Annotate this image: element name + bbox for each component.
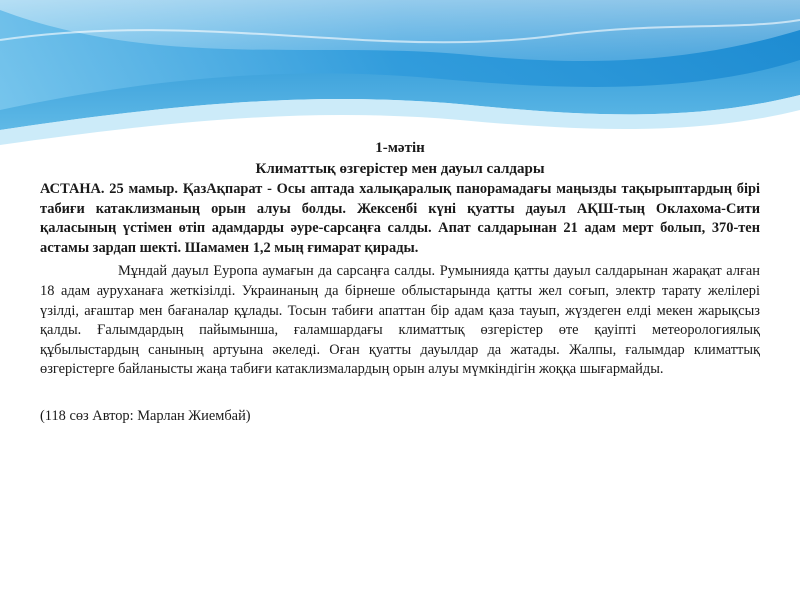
paragraph-main: Мұндай дауыл Еуропа аумағын да сарсаңға салды. Румынияда қатты дауыл салдарынан жарақат алған 18 адам ауруханаға жеткізілді. Украинаның да бірнеше облыстарында қатты жел соғып, электр тарату желілері үзілді, ағаштар мен бағаналар құлады. Тосын табиғи апаттан бір адам қаза тауып, жүздеген елді мекен жарықсыз қалды. Ғалымдардың пайымынша, ғаламшардағы климаттық өзгерістер өте қауіпті метеорологиялық құбылыстардың санының артуына әкеледі. Оған қуатты дауылдар да жатады. Жалпы, ғалымдар климаттық өзгерістерге байланысты жаңа табиғи катаклизмалардың орын алуы мүмкіндігін жоққа шығармайды. xyxy=(40,263,760,378)
word-count-author: (118 сөз Автор: Марлан Жиембай) xyxy=(40,407,251,424)
paragraph-intro: АСТАНА. 25 мамыр. ҚазАқпарат - Осы аптада халықаралық панорамадағы маңызды тақырыптардың бірі табиғи катаклизманың орын алуы болды. Жексенбі күні қуатты дауыл АҚШ-тың Оклахома-Сити қаласының үстімен өтіп адамдарды әуре-сарсаңға салды. Апат салдарынан 21 адам мерт болып, 370-тен астамы зардап шекті. Шамамен 1,2 мың ғимарат қирады. xyxy=(40,181,760,256)
text-number: 1-мәтін xyxy=(375,140,425,156)
document-body xyxy=(40,138,760,426)
wave-header-decoration xyxy=(0,0,800,150)
text-title: Климаттық өзгерістер мен дауыл салдары xyxy=(255,161,545,177)
